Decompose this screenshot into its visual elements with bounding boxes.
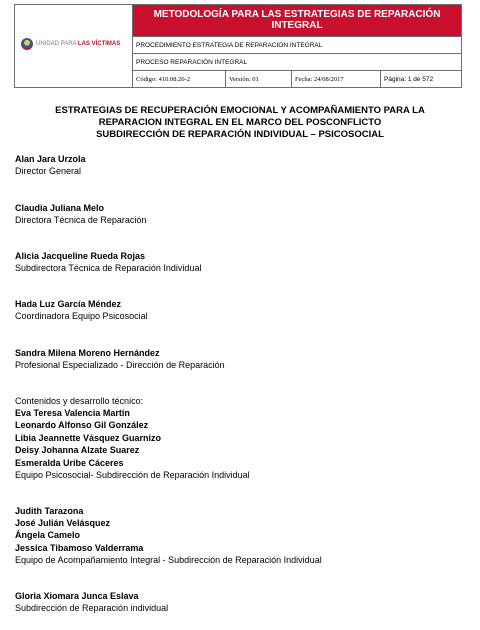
- credit-role: Coordinadora Equipo Psicosocial: [15, 311, 148, 321]
- team-member: Deisy Johanna Alzate Suarez: [15, 445, 140, 455]
- credit-role: Subdirección de Reparación individual: [15, 603, 169, 613]
- credit-name: Alicia Jacqueline Rueda Rojas: [15, 251, 146, 261]
- team-member: Eva Teresa Valencia Martin: [15, 408, 130, 418]
- team-member: Ángela Camelo: [15, 530, 81, 540]
- document-header: [14, 4, 462, 88]
- logo-cell: [15, 5, 133, 87]
- document-title: [30, 105, 450, 141]
- credit-name: Gloria Xiomara Junca Eslava: [15, 591, 139, 601]
- logo-text: UNIDAD PARA LAS VÍCTIMAS: [36, 41, 121, 47]
- credit-role: Subdirectora Técnica de Reparación Individual: [15, 263, 202, 273]
- page-cell: Página: 1 de 572: [384, 76, 434, 83]
- header-title: METODOLOGÍA PARA LAS ESTRATEGIAS DE REPARACIÓN INTEGRAL: [133, 5, 461, 36]
- procedure-row: PROCEDIMIENTO ESTRATEGIA DE REPARACION INTEGRAL: [133, 36, 461, 53]
- colombia-seal-icon: [21, 38, 33, 50]
- credit-name: Alan Jara Urzola: [15, 154, 86, 164]
- team-member: Esmeralda Uribe Cáceres: [15, 458, 124, 468]
- code-cell: Código: 410.08.20-2: [133, 71, 226, 88]
- credit-name: Hada Luz García Méndez: [15, 299, 122, 309]
- credit-role: Director General: [15, 166, 82, 176]
- version-cell: Versión: 01: [226, 71, 292, 88]
- title-line: SUBDIRECCIÓN DE REPARACIÓN INDIVIDUAL – PSICOSOCIAL: [96, 129, 384, 140]
- process-row: PROCESO REPARACIÓN INTEGRAL: [133, 53, 461, 70]
- credit-name: Sandra Milena Moreno Hernández: [15, 348, 160, 358]
- date-cell: Fecha: 24/08/2017: [292, 71, 381, 88]
- team-role: Equipo Psicosocial- Subdirección de Reparación Individual: [15, 470, 250, 480]
- team-member: José Julián Velásquez: [15, 518, 111, 528]
- title-line: REPARACION INTEGRAL EN EL MARCO DEL POSCONFLICTO: [98, 117, 382, 128]
- credit-role: Profesional Especializado - Dirección de Reparación: [15, 360, 225, 370]
- meta-row: [133, 70, 461, 87]
- credit-name: Claudia Juliana Melo: [15, 203, 105, 213]
- credit-role: Directora Técnica de Reparación: [15, 215, 147, 225]
- team-member: Libia Jeannette Vásquez Guarnizo: [15, 433, 162, 443]
- unidad-victimas-logo: [21, 38, 120, 50]
- title-line: ESTRATEGIAS DE RECUPERACIÓN EMOCIONAL Y ACOMPAÑAMIENTO PARA LA: [55, 105, 425, 116]
- team-role: Equipo de Acompañamiento Integral - Subdirección de Reparación Individual: [15, 555, 322, 565]
- team-member: Jessica Tibamoso Valderrama: [15, 543, 144, 553]
- contents-label: Contenidos y desarrollo técnico:: [15, 396, 144, 406]
- team-member: Leonardo Alfonso Gil González: [15, 420, 149, 430]
- team-member: Judith Tarazona: [15, 506, 84, 516]
